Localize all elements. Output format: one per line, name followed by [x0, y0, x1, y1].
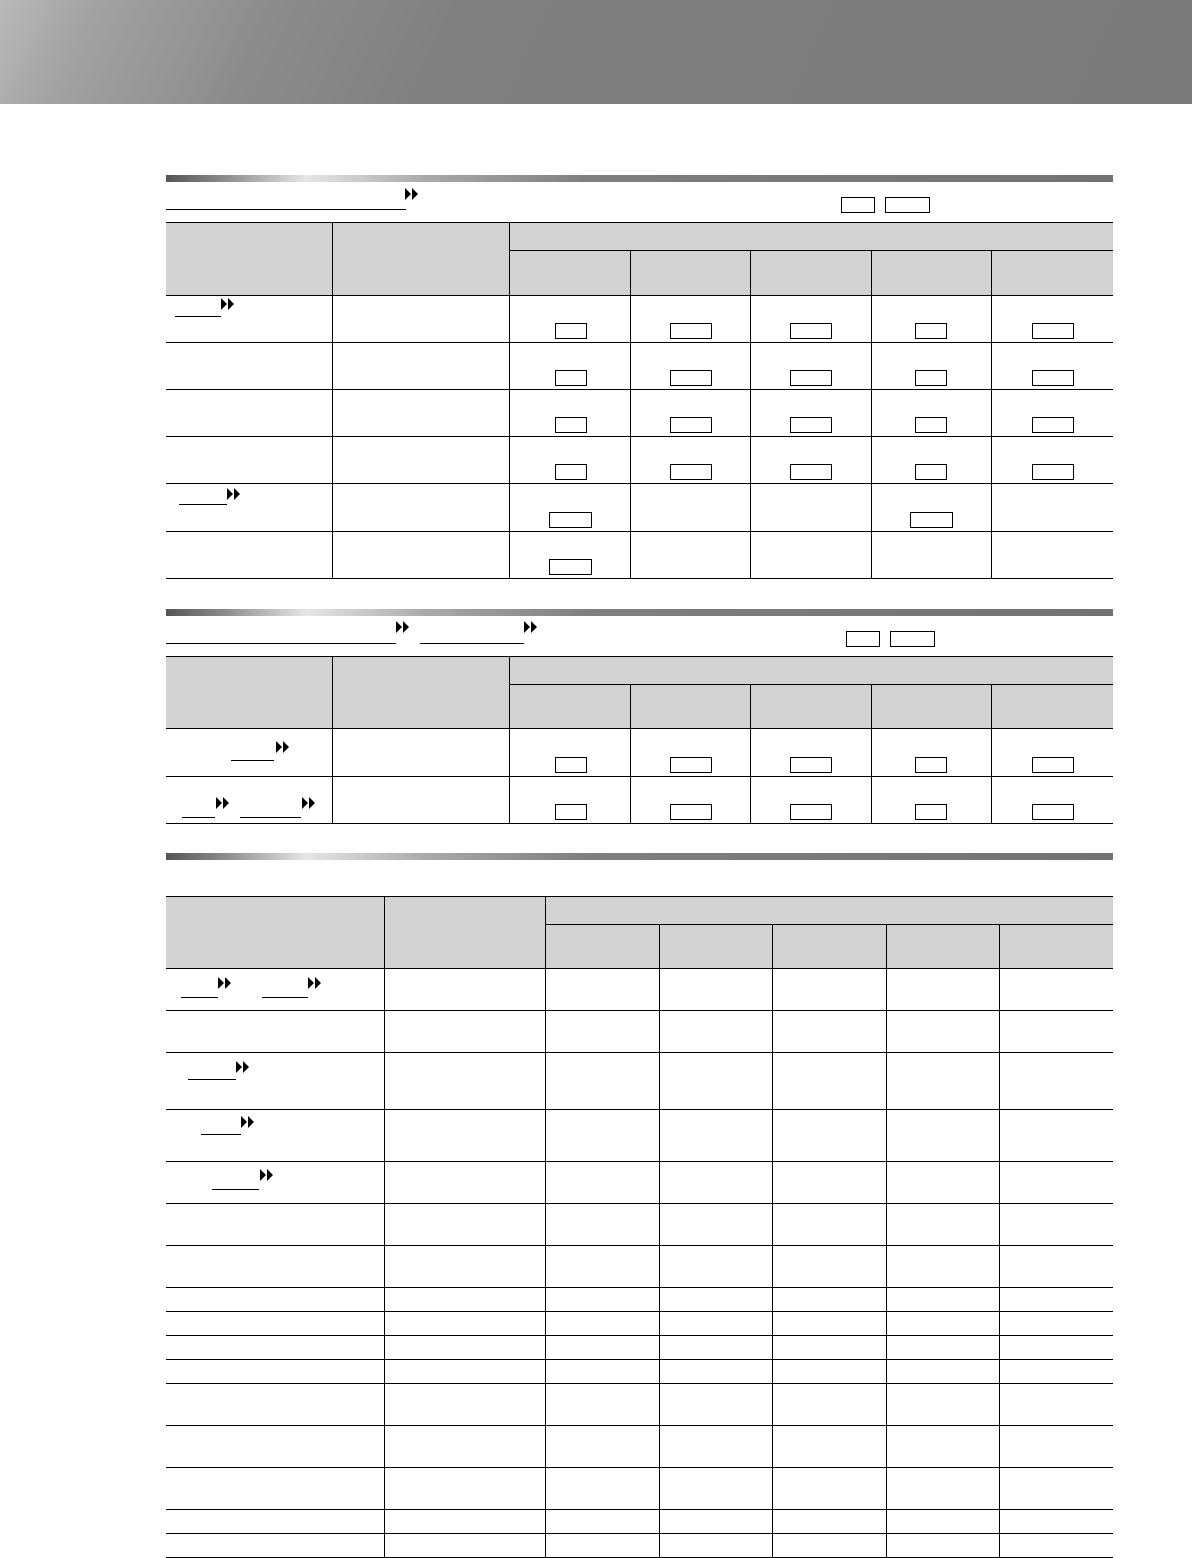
- value-badge: [910, 512, 953, 528]
- table-row: [166, 296, 1113, 343]
- value-badge: [790, 323, 832, 339]
- table-row: [166, 1336, 1113, 1360]
- row-link[interactable]: [182, 817, 215, 818]
- value-badge: [1032, 370, 1074, 386]
- row-link[interactable]: [181, 997, 218, 998]
- value-badge: [549, 559, 592, 575]
- table-row: [166, 437, 1113, 484]
- section-1-title-link[interactable]: [166, 209, 406, 210]
- double-arrow-right-icon: [216, 797, 230, 809]
- double-arrow-right-icon: [302, 797, 316, 809]
- table-row: [166, 1053, 1113, 1110]
- double-arrow-right-icon: [405, 188, 419, 200]
- table-header-cell: [166, 223, 332, 296]
- value-badge: [1032, 464, 1074, 480]
- table-header-cell: [991, 251, 1113, 296]
- table-row: [166, 1204, 1113, 1246]
- value-badge: [1032, 757, 1074, 773]
- table-row: [166, 1384, 1113, 1426]
- row-link[interactable]: [240, 817, 301, 818]
- table-row: [166, 729, 1113, 777]
- value-badge: [915, 417, 947, 433]
- value-badge: [670, 757, 712, 773]
- value-badge: [1032, 417, 1074, 433]
- table-row: [166, 1288, 1113, 1312]
- row-link[interactable]: [179, 504, 227, 505]
- value-badge: [790, 464, 832, 480]
- double-arrow-right-icon: [260, 1169, 274, 1181]
- table-header-cell: [509, 251, 630, 296]
- page-header-banner: [0, 0, 1192, 104]
- table-row: [166, 1468, 1113, 1510]
- value-badge: [670, 417, 712, 433]
- value-badge: [790, 417, 832, 433]
- value-badge: [555, 757, 587, 773]
- value-badge: [1032, 804, 1074, 820]
- mode-badge: [846, 631, 880, 647]
- value-badge: [555, 464, 587, 480]
- section-2-table: [166, 656, 1113, 824]
- table-row: [166, 1534, 1113, 1558]
- section-2-title-link[interactable]: [420, 643, 524, 644]
- table-row: [166, 1110, 1113, 1162]
- table-row: [166, 777, 1113, 824]
- mode-badge: [841, 197, 875, 213]
- table-row: [166, 1246, 1113, 1288]
- row-value: [332, 296, 509, 343]
- value-badge: [555, 323, 587, 339]
- double-arrow-right-icon: [218, 977, 232, 989]
- table-row: [166, 532, 1113, 579]
- value-badge: [549, 512, 592, 528]
- table-row: [166, 390, 1113, 437]
- row-link[interactable]: [201, 1134, 241, 1135]
- value-badge: [555, 804, 587, 820]
- table-row: [166, 1312, 1113, 1336]
- table-row: [166, 1162, 1113, 1204]
- row-link[interactable]: [188, 1079, 236, 1080]
- section-1-table: [166, 222, 1113, 579]
- section-3-bar: [166, 853, 1113, 860]
- value-badge: [915, 757, 947, 773]
- value-badge: [915, 370, 947, 386]
- value-badge: [670, 323, 712, 339]
- table-header-cell: [871, 251, 991, 296]
- double-arrow-right-icon: [524, 621, 538, 633]
- double-arrow-right-icon: [396, 621, 410, 633]
- section-2-title-link[interactable]: [166, 643, 396, 644]
- double-arrow-right-icon: [221, 298, 235, 310]
- section-1-bar: [166, 175, 1113, 182]
- table-row: [166, 1011, 1113, 1053]
- row-link[interactable]: [212, 1189, 259, 1190]
- table-row: [166, 1510, 1113, 1534]
- value-badge: [915, 804, 947, 820]
- table-row: [166, 343, 1113, 390]
- table-row: [166, 1360, 1113, 1384]
- row-label: [166, 296, 332, 343]
- value-badge: [555, 417, 587, 433]
- table-row: [166, 484, 1113, 532]
- value-badge: [670, 464, 712, 480]
- value-badge: [790, 804, 832, 820]
- table-header-group: [509, 657, 1113, 685]
- mode-badge: [890, 631, 935, 647]
- table-header-group: [509, 223, 1113, 251]
- table-header-cell: [166, 657, 332, 729]
- value-badge: [1032, 323, 1074, 339]
- table-row: [166, 969, 1113, 1011]
- table-row: [166, 1426, 1113, 1468]
- row-link[interactable]: [262, 997, 308, 998]
- value-badge: [915, 323, 947, 339]
- value-badge: [555, 370, 587, 386]
- table-header-cell: [630, 251, 750, 296]
- value-badge: [670, 370, 712, 386]
- value-badge: [670, 804, 712, 820]
- double-arrow-right-icon: [236, 1061, 250, 1073]
- table-header-cell: [750, 251, 871, 296]
- table-header-cell: [332, 223, 509, 296]
- mode-badge: [885, 197, 930, 213]
- value-badge: [790, 757, 832, 773]
- double-arrow-right-icon: [241, 1116, 255, 1128]
- row-link[interactable]: [175, 316, 221, 317]
- row-link[interactable]: [231, 760, 274, 761]
- value-badge: [915, 464, 947, 480]
- double-arrow-right-icon: [227, 488, 241, 500]
- section-3-table: [166, 896, 1113, 1558]
- double-arrow-right-icon: [308, 977, 322, 989]
- value-badge: [790, 370, 832, 386]
- section-2-bar: [166, 609, 1113, 616]
- table-header-cell: [332, 657, 509, 729]
- double-arrow-right-icon: [276, 741, 290, 753]
